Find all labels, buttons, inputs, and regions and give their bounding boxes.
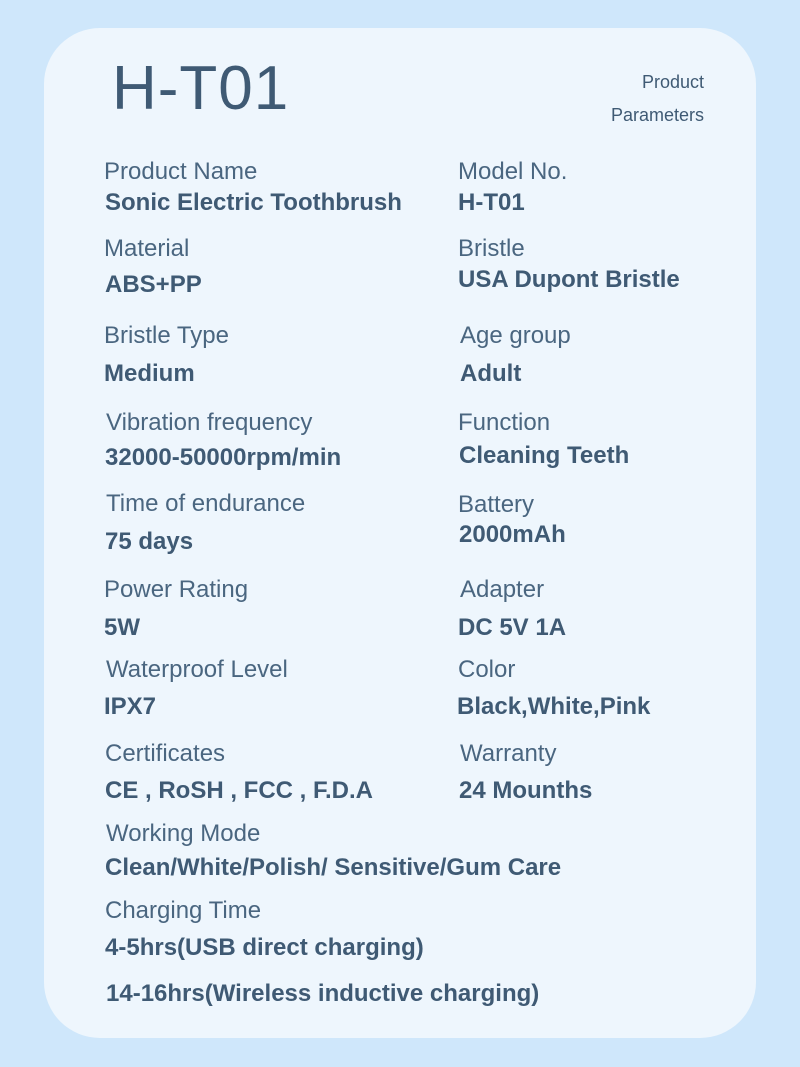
time-of-endurance-value: 75 days (105, 528, 194, 555)
warranty-label: Warranty (460, 740, 557, 767)
warranty-value: 24 Mounths (459, 777, 593, 804)
model-no-value: H-T01 (458, 189, 525, 216)
working-mode-value: Clean/White/Polish/ Sensitive/Gum Care (105, 854, 562, 881)
function-label: Function (458, 409, 551, 436)
waterproof-level-label: Waterproof Level (106, 656, 288, 683)
function-value: Cleaning Teeth (459, 442, 630, 469)
waterproof-level-value: IPX7 (104, 693, 157, 720)
vibration-frequency-value: 32000-50000rpm/min (105, 444, 342, 471)
color-value: Black,White,Pink (457, 693, 651, 720)
charging-time-label: Charging Time (105, 897, 262, 924)
certificates-value: CE , RoSH , FCC , F.D.A (105, 777, 374, 804)
certificates-label: Certificates (105, 740, 226, 767)
color-label: Color (458, 656, 516, 683)
product-name-label: Product Name (104, 158, 258, 185)
time-of-endurance-label: Time of endurance (106, 490, 306, 517)
material-label: Material (104, 235, 190, 262)
model-title: H-T01 (112, 54, 290, 123)
age-group-value: Adult (460, 360, 522, 387)
bristle-type-value: Medium (104, 360, 195, 387)
battery-value: 2000mAh (459, 521, 566, 548)
age-group-label: Age group (460, 322, 571, 349)
heading-line-parameters: Parameters (610, 105, 704, 125)
product-name-value: Sonic Electric Toothbrush (105, 189, 402, 216)
bristle-label: Bristle (458, 235, 525, 262)
charging-time-usb-value: 4-5hrs(USB direct charging) (105, 934, 424, 961)
bristle-value: USA Dupont Bristle (458, 266, 680, 293)
power-rating-label: Power Rating (104, 576, 249, 603)
adapter-value: DC 5V 1A (458, 614, 567, 641)
vibration-frequency-label: Vibration frequency (106, 409, 313, 436)
working-mode-label: Working Mode (106, 820, 261, 847)
power-rating-value: 5W (104, 614, 140, 641)
bristle-type-label: Bristle Type (104, 322, 229, 349)
battery-label: Battery (458, 491, 535, 518)
model-no-label: Model No. (458, 158, 568, 185)
charging-time-wireless-value: 14-16hrs(Wireless inductive charging) (106, 980, 540, 1007)
product-parameters-heading (611, 66, 704, 132)
heading-line-product: Product (641, 72, 704, 92)
material-value: ABS+PP (105, 271, 202, 298)
adapter-label: Adapter (460, 576, 545, 603)
